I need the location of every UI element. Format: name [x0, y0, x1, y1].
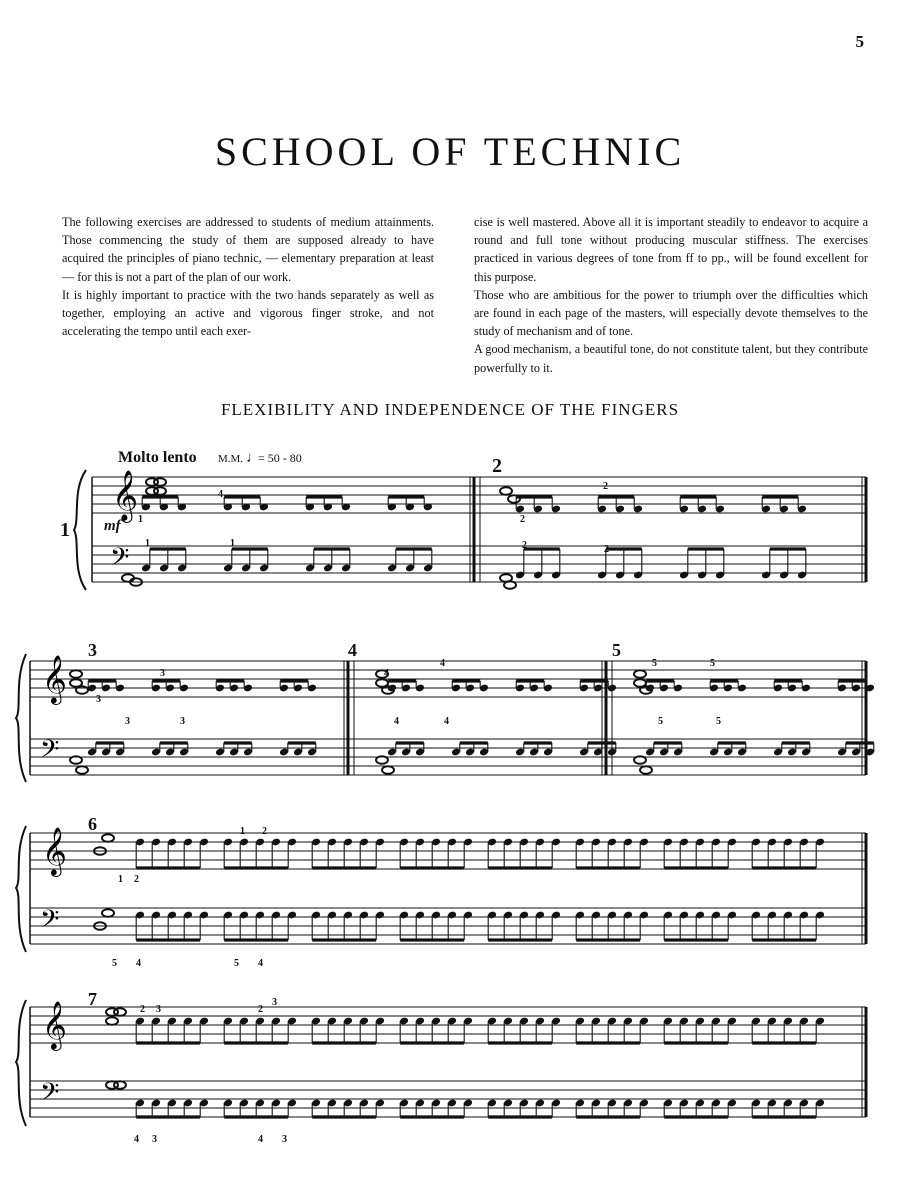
intro-paragraph: cise is well mastered. Above all it is important steadily to endeavor to acquire a round and full tone without producing muscular stiffness. The exercises practiced in various degrees of tone from ff to pp., will be found excellent for this purpose.	[474, 215, 868, 284]
system-2	[16, 654, 866, 782]
treble-clef-icon: 𝄞	[42, 829, 67, 875]
whole-note	[106, 1017, 118, 1025]
bass-clef-icon: 𝄢	[40, 906, 60, 939]
exercise-number: 7	[88, 989, 97, 1009]
treble-clef-icon: 𝄞	[42, 1003, 67, 1049]
whole-note	[114, 1081, 126, 1089]
exercise-number: 2	[492, 455, 502, 477]
bass-clef-icon: 𝄢	[40, 1079, 60, 1112]
fingering-number: 2	[604, 544, 609, 555]
page-title: SCHOOL OF TECHNIC	[214, 129, 686, 174]
whole-note	[154, 487, 166, 495]
fingering-number: 3	[272, 997, 277, 1008]
fingering-number: 4	[384, 668, 389, 679]
fingering-number: 1	[118, 874, 123, 885]
bass-clef-icon: 𝄢	[110, 544, 130, 577]
system-3	[16, 826, 866, 952]
fingering-number: 3	[282, 1134, 287, 1145]
fingering-number: 2	[258, 1004, 263, 1015]
whole-note	[382, 766, 394, 774]
fingering-number: 2	[262, 826, 267, 837]
whole-note	[500, 487, 512, 495]
intro-paragraph: Those who are ambitious for the power to triumph over the difficulties which are found in each page of the masters, will especially devote themselves to the study of mechanism and of tone.	[474, 287, 868, 339]
fingering-number: 3	[125, 716, 130, 727]
fingering-number: 5	[112, 958, 117, 969]
system-1	[74, 470, 866, 590]
brace	[16, 654, 26, 782]
metronome-label: M.M.	[218, 453, 244, 465]
whole-note	[70, 670, 82, 678]
whole-note	[640, 766, 652, 774]
tempo-marking: Molto lento	[118, 449, 197, 466]
fingering-number: 3	[160, 668, 165, 679]
fingering-number: 4	[394, 716, 399, 727]
whole-note	[634, 670, 646, 678]
fingering-number: 4	[440, 658, 445, 669]
fingering-number: 4	[134, 1134, 139, 1145]
whole-note	[154, 478, 166, 486]
treble-clef-icon: 𝄞	[112, 471, 139, 520]
fingering-number: 1	[145, 538, 150, 549]
fingering-number: 5	[652, 658, 657, 669]
fingering-number: 5	[716, 716, 721, 727]
fingering-number: 1	[240, 826, 245, 837]
fingering-number: 2	[134, 874, 139, 885]
dynamic-marking: mf	[104, 518, 121, 534]
whole-note	[508, 495, 520, 503]
section-heading: FLEXIBILITY AND INDEPENDENCE OF THE FINGERS	[220, 400, 680, 419]
brace	[74, 470, 86, 590]
fingering-number: 3	[180, 716, 185, 727]
treble-clef-icon: 𝄞	[42, 657, 67, 703]
whole-note	[76, 686, 88, 694]
fingering-number: 4	[218, 489, 223, 500]
page-number: 5	[855, 32, 864, 51]
quarter-note-icon: ♩	[246, 450, 261, 466]
fingering-number: 5	[710, 658, 715, 669]
treble-staff	[92, 477, 866, 513]
fingering-number: 3	[156, 1004, 161, 1015]
metronome-value: = 50 - 80	[258, 451, 302, 465]
fingering-number: 2	[520, 514, 525, 525]
fingering-number: 2	[140, 1004, 145, 1015]
bass-clef-icon: 𝄢	[40, 736, 60, 769]
fingering-number: 2	[603, 481, 608, 492]
fingering-number: 4	[136, 958, 141, 969]
whole-note	[114, 1008, 126, 1016]
exercise-number: 5	[612, 640, 621, 660]
fingering-number: 3	[152, 1134, 157, 1145]
fingering-number: 4	[258, 1134, 263, 1145]
whole-note	[76, 766, 88, 774]
fingering-number: 4	[444, 716, 449, 727]
brace	[16, 826, 26, 952]
intro-paragraph: The following exercises are addressed to students of medium attainments. Those commencing the study of them are supposed already to have acquired the principles of piano technic, — elementary preparation at least — for this is not a part of the plan of our work.	[62, 215, 434, 284]
fingering-number: 2	[522, 540, 527, 551]
exercise-number: 1	[60, 519, 70, 541]
exercise-number: 3	[88, 640, 97, 660]
fingering-number: 4	[258, 958, 263, 969]
exercise-number: 6	[88, 814, 97, 834]
fingering-number: 1	[138, 514, 143, 525]
fingering-number: 1	[230, 538, 235, 549]
exercise-number: 4	[348, 640, 357, 660]
whole-note	[102, 834, 114, 842]
bass-staff	[92, 546, 866, 582]
whole-note	[102, 909, 114, 917]
intro-paragraph: A good mechanism, a beautiful tone, do not constitute talent, but they contribute powerfully to it.	[474, 342, 868, 375]
brace	[16, 1000, 26, 1126]
intro-paragraph: It is highly important to practice with the two hands separately as well as together, employing an active and vigorous finger stroke, and not accelerating the tempo until each exer-	[62, 287, 434, 339]
fingering-number: 3	[96, 694, 101, 705]
fingering-number: 5	[658, 716, 663, 727]
fingering-number: 5	[234, 958, 239, 969]
